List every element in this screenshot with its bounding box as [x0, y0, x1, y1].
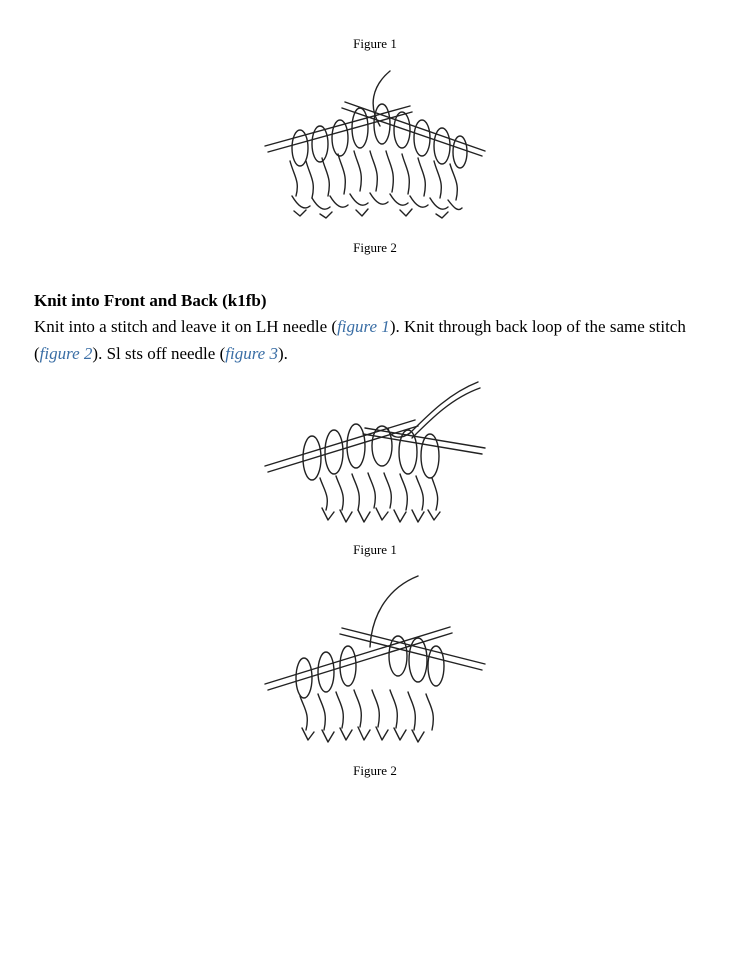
figure-caption-k1fb-1: Figure 1: [353, 542, 397, 557]
knitting-illustration-top-figure-2: [260, 66, 490, 221]
figure-caption-top-1: Figure 1: [353, 36, 397, 51]
figure-3-link[interactable]: figure 3: [225, 344, 278, 363]
knitted-fabric: [300, 690, 433, 742]
knitted-fabric: [320, 473, 440, 522]
yarn-strand: [388, 382, 478, 437]
k1fb-instructions: [34, 313, 724, 367]
knitted-fabric: [290, 151, 462, 218]
figure-1-link[interactable]: figure 1: [337, 317, 390, 336]
figure-2-link[interactable]: figure 2: [39, 344, 93, 363]
figure-caption-k1fb-2: Figure 2: [353, 763, 397, 778]
right-needle: [342, 628, 485, 664]
instruction-text-4: ).: [277, 344, 288, 363]
instruction-text-3: ). Sl sts off needle (: [92, 344, 226, 363]
right-needle-edge: [342, 108, 482, 156]
instruction-text-2: ). Knit through back loop of the same stitch (: [34, 317, 686, 363]
figure-caption-top-2: Figure 2: [353, 240, 397, 255]
knitting-illustration-k1fb-figure-1: [260, 378, 490, 528]
yarn-strand: [373, 71, 390, 126]
yarn-strand-2: [412, 388, 480, 438]
k1fb-heading: Knit into Front and Back (k1fb): [34, 291, 267, 310]
knitting-illustration-k1fb-figure-2: [260, 572, 490, 747]
instruction-text-1: Knit into a stitch and leave it on LH needle (: [34, 317, 338, 336]
